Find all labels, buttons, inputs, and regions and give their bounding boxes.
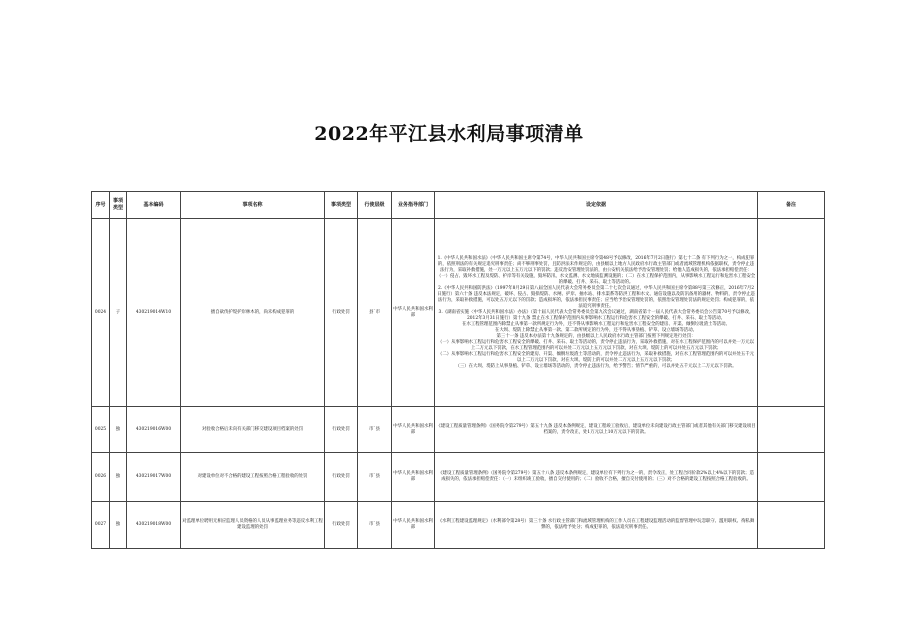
cell-dept: 中华人民共和国水利部 <box>392 502 435 549</box>
cell-name: 擅自砍伐护堤护岸林木的，尚未构成犯罪的 <box>181 219 325 407</box>
cell-level: 市`县 <box>358 502 392 549</box>
basis-paragraph: （二）从事影响水工程运行和危害水工程安全的建房、开渠、倾倒垃圾渣土等活动的，责令停止违法行为，采取补救措施，对在水工程管理范围内的可以并处五千元以上二万元以下罚款，对在大坝、堤防上的可以并处二万元以上五万元以下罚款； <box>437 351 755 363</box>
cell-name: 对建设单位对不合格的建设工程按照合格工程验收的处罚 <box>181 453 325 502</box>
table-row <box>92 453 825 502</box>
cell-level: 县`市 <box>358 219 392 407</box>
cell-level: 市`县 <box>358 407 392 453</box>
basis-paragraph: 3.《湖南省实施〈中华人民共和国水法〉办法》（第十届人民代表大会常务委员会第九次会议通过，湖南省第十一届人民代表大会常务委员会公告第70号予以修改，2012年3月31日施行）第十九条 禁止在水工程保护范围内从事影响水工程运行和危害水工程安全的爆破、打井、采石、取土等活动。 <box>438 309 754 321</box>
table-row <box>92 407 825 453</box>
header-note: 备注 <box>758 192 825 219</box>
cell-type: 独 <box>110 407 127 453</box>
cell-category: 行政处罚 <box>325 502 358 549</box>
header-dept: 业务指导部门 <box>392 192 435 219</box>
cell-dept: 中华人民共和国水利部 <box>392 407 435 453</box>
header-no: 序号 <box>92 192 110 219</box>
cell-code: 430219016W00 <box>127 407 181 453</box>
cell-note <box>758 502 825 549</box>
basis-paragraph: 第三十一条 违反本办法第十九条规定的，由县级以上人民政府水行政主管部门按照下列规定进行处罚： <box>496 333 696 339</box>
cell-type: 子 <box>110 219 127 407</box>
cell-code: 430219014W10 <box>127 219 181 407</box>
basis-paragraph: （三）在大坝、堤防上从事垦植、铲草、设立墙场等活动的，责令停止违法行为，给予警告；情节严重的，可以并处五千元以上二万元以下罚款。 <box>455 363 737 369</box>
cell-basis <box>435 219 758 407</box>
cell-no: 0026 <box>92 453 110 502</box>
cell-no: 0027 <box>92 502 110 549</box>
basis-paragraph: 《水利工程建设监理规定》（水利部令第28号）第三十条 水行政主管部门和流域管理机构的工作人员在工程建设监理活动的监督管理中玩忽职守、滥用职权、徇私舞弊的，依法给予处分；构成犯罪的，依法追究刑事责任。 <box>437 519 755 530</box>
basis-paragraph: 在大坝、堤防上除禁止从事第一款、第二款所规定的行为外，还不得从事垦植、铲草、设立墙场等活动。 <box>495 327 697 333</box>
header-category: 事项类型 <box>325 192 358 219</box>
cell-basis <box>435 453 758 502</box>
table-row <box>92 502 825 549</box>
cell-basis <box>435 407 758 453</box>
page-title: 2022年平江县水利局事项清单 <box>314 123 584 145</box>
cell-type: 独 <box>110 453 127 502</box>
cell-category: 行政处罚 <box>325 219 358 407</box>
cell-no: 0025 <box>92 407 110 453</box>
cell-category: 行政处罚 <box>325 453 358 502</box>
basis-paragraph: 2.《中华人民共和国防洪法》（1997年8月29日第八届全国人民代表大会常务委员会第二十七次会议通过，中华人民共和国主席令第88号第三次修正，2016年7月2日施行）第六十条 违反本法规定，破坏、侵占、毁损堤防、水闸、护岸、抽水站、排水渠系等防洪工程和水文、通信设施以及防汛备用的器材、物料的，责令停止违法行为，采取补救措施，可以处五万元以下的罚款；造成损坏的，依法承担民事责任；应当给予治安管理处罚的，依照治安管理处罚法的规定处罚；构成犯罪的，依法追究刑事责任。 <box>437 285 755 309</box>
basis-paragraph: 在水工程管理范围内除禁止从事第一款所规定行为外，还不得从事影响水工程运行和危害水工程安全的建房、开渠、倾倒垃圾渣土等活动。 <box>462 321 730 327</box>
header-level: 行使层级 <box>358 192 392 219</box>
cell-note <box>758 453 825 502</box>
cell-dept: 中华人民共和国水利部 <box>392 219 435 407</box>
cell-level: 市`县 <box>358 453 392 502</box>
cell-basis <box>435 502 758 549</box>
cell-no: 0024 <box>92 219 110 407</box>
basis-paragraph: 1.《中华人民共和国水法》（中华人民共和国主席令第74号，中华人民共和国主席令第48号予以修改，2016年7月2日施行）第七十二条 有下列行为之一，构成犯罪的，依照刑法的有关规定追究刑事责任；尚不够刑事处罚，且防洪法未作规定的，由县级以上地方人民政府水行政主管部门或者流域管理机构依据职权，责令停止违法行为，采取补救措施，处一万元以上五万元以下的罚款；违反治安管理处罚法的，由公安机关依法给予治安管理处罚；给他人造成损失的，依法承担赔偿责任：（一）侵占、毁坏水工程及堤防、护岸等有关设施，毁坏防汛、水文监测、水文地质监测设施的；（二）在水工程保护范围内，从事影响水工程运行和危害水工程安全的爆破、打井、采石、取土等活动的。 <box>436 255 756 285</box>
cell-note <box>758 219 825 407</box>
cell-category: 行政处罚 <box>325 407 358 453</box>
cell-type: 独 <box>110 502 127 549</box>
header-relation: 事项类型 <box>110 192 127 219</box>
item-list-table <box>91 191 825 549</box>
basis-paragraph: 《建设工程质量管理条例》（国务院令第279号）第五十九条 违反本条例规定，建设工程竣工验收后，建设单位未向建设行政主管部门或者其他有关部门移交建设项目档案的，责令改正，处1万元以上10万元以下的罚款。 <box>436 423 756 435</box>
cell-name: 对监理单位聘用无相应监理人员资格的人员从事监理业务等违反水利工程建设监理的处罚 <box>181 502 325 549</box>
cell-note <box>758 407 825 453</box>
cell-code: 430219018W00 <box>127 502 181 549</box>
cell-code: 430219017W00 <box>127 453 181 502</box>
basis-paragraph: （一）从事影响水工程运行和危害水工程安全的爆破、打井、采石、取土等活动的，责令停止违法行为，采取补救措施，对在水工程保护范围内的可以并处一万元以上二万元以下罚款，在水工程管理范围内的可以并处二万元以上五万元以下罚款，对在大坝、堤防上的可以并处五万元以下罚款； <box>437 339 755 351</box>
table-row <box>92 219 825 407</box>
header-code: 基本编码 <box>127 192 181 219</box>
basis-paragraph: 《建设工程质量管理条例》（国务院令第279号）第五十八条 违反本条例规定，建设单位有下列行为之一的，责令改正，处工程合同价款2%以上4%以下的罚款；造成损失的，依法承担赔偿责任：（一）未组织竣工验收，擅自交付使用的；（二）验收不合格，擅自交付使用的；（三）对不合格的建设工程按照合格工程验收的。 <box>438 471 754 482</box>
cell-name: 对验收合格后未向有关部门移交建设项目档案的处罚 <box>181 407 325 453</box>
cell-dept: 中华人民共和国水利部 <box>392 453 435 502</box>
table-header <box>92 192 825 219</box>
header-basis: 设定依据 <box>435 192 758 219</box>
header-name: 事项名称 <box>181 192 325 219</box>
